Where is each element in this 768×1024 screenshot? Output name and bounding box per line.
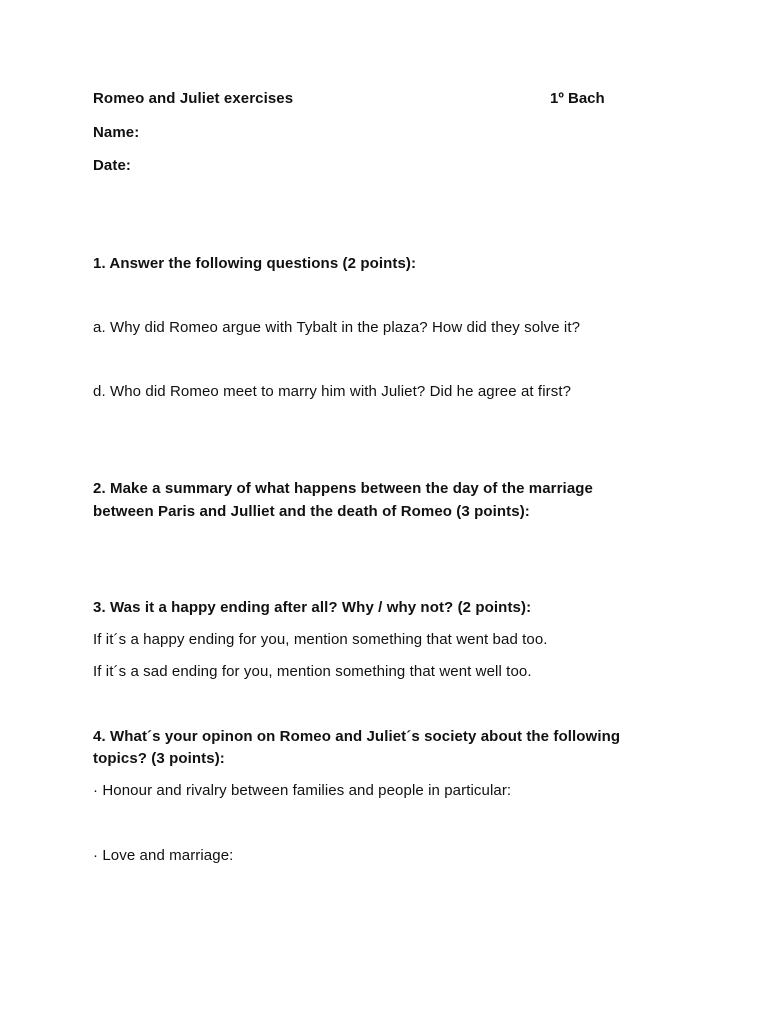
question-d: d. Who did Romeo meet to marry him with Juliet? Did he agree at first? [93, 383, 572, 400]
section1-heading: 1. Answer the following questions (2 points): [93, 255, 417, 272]
question-a: a. Why did Romeo argue with Tybalt in the plaza? How did they solve it? [93, 319, 581, 336]
document-title: Romeo and Juliet exercises [93, 90, 294, 107]
section2-heading-line1: 2. Make a summary of what happens between the day of the marriage [93, 480, 593, 497]
section2-heading-line2: between Paris and Julliet and the death of Romeo (3 points): [93, 503, 530, 520]
section3-line1: If it´s a happy ending for you, mention something that went bad too. [93, 631, 548, 648]
section3-line2: If it´s a sad ending for you, mention something that went well too. [93, 663, 532, 680]
grade-level: 1º Bach [550, 90, 605, 107]
name-label: Name: [93, 124, 140, 141]
section4-heading-line1: 4. What´s your opinon on Romeo and Juliet´s society about the following [93, 728, 621, 745]
section4-heading-line2: topics? (3 points): [93, 750, 225, 767]
section4-topic2: · Love and marriage: [93, 847, 234, 864]
date-label: Date: [93, 157, 132, 174]
section4-topic1: · Honour and rivalry between families and people in particular: [93, 782, 512, 799]
section3-heading: 3. Was it a happy ending after all? Why / why not? (2 points): [93, 599, 532, 616]
